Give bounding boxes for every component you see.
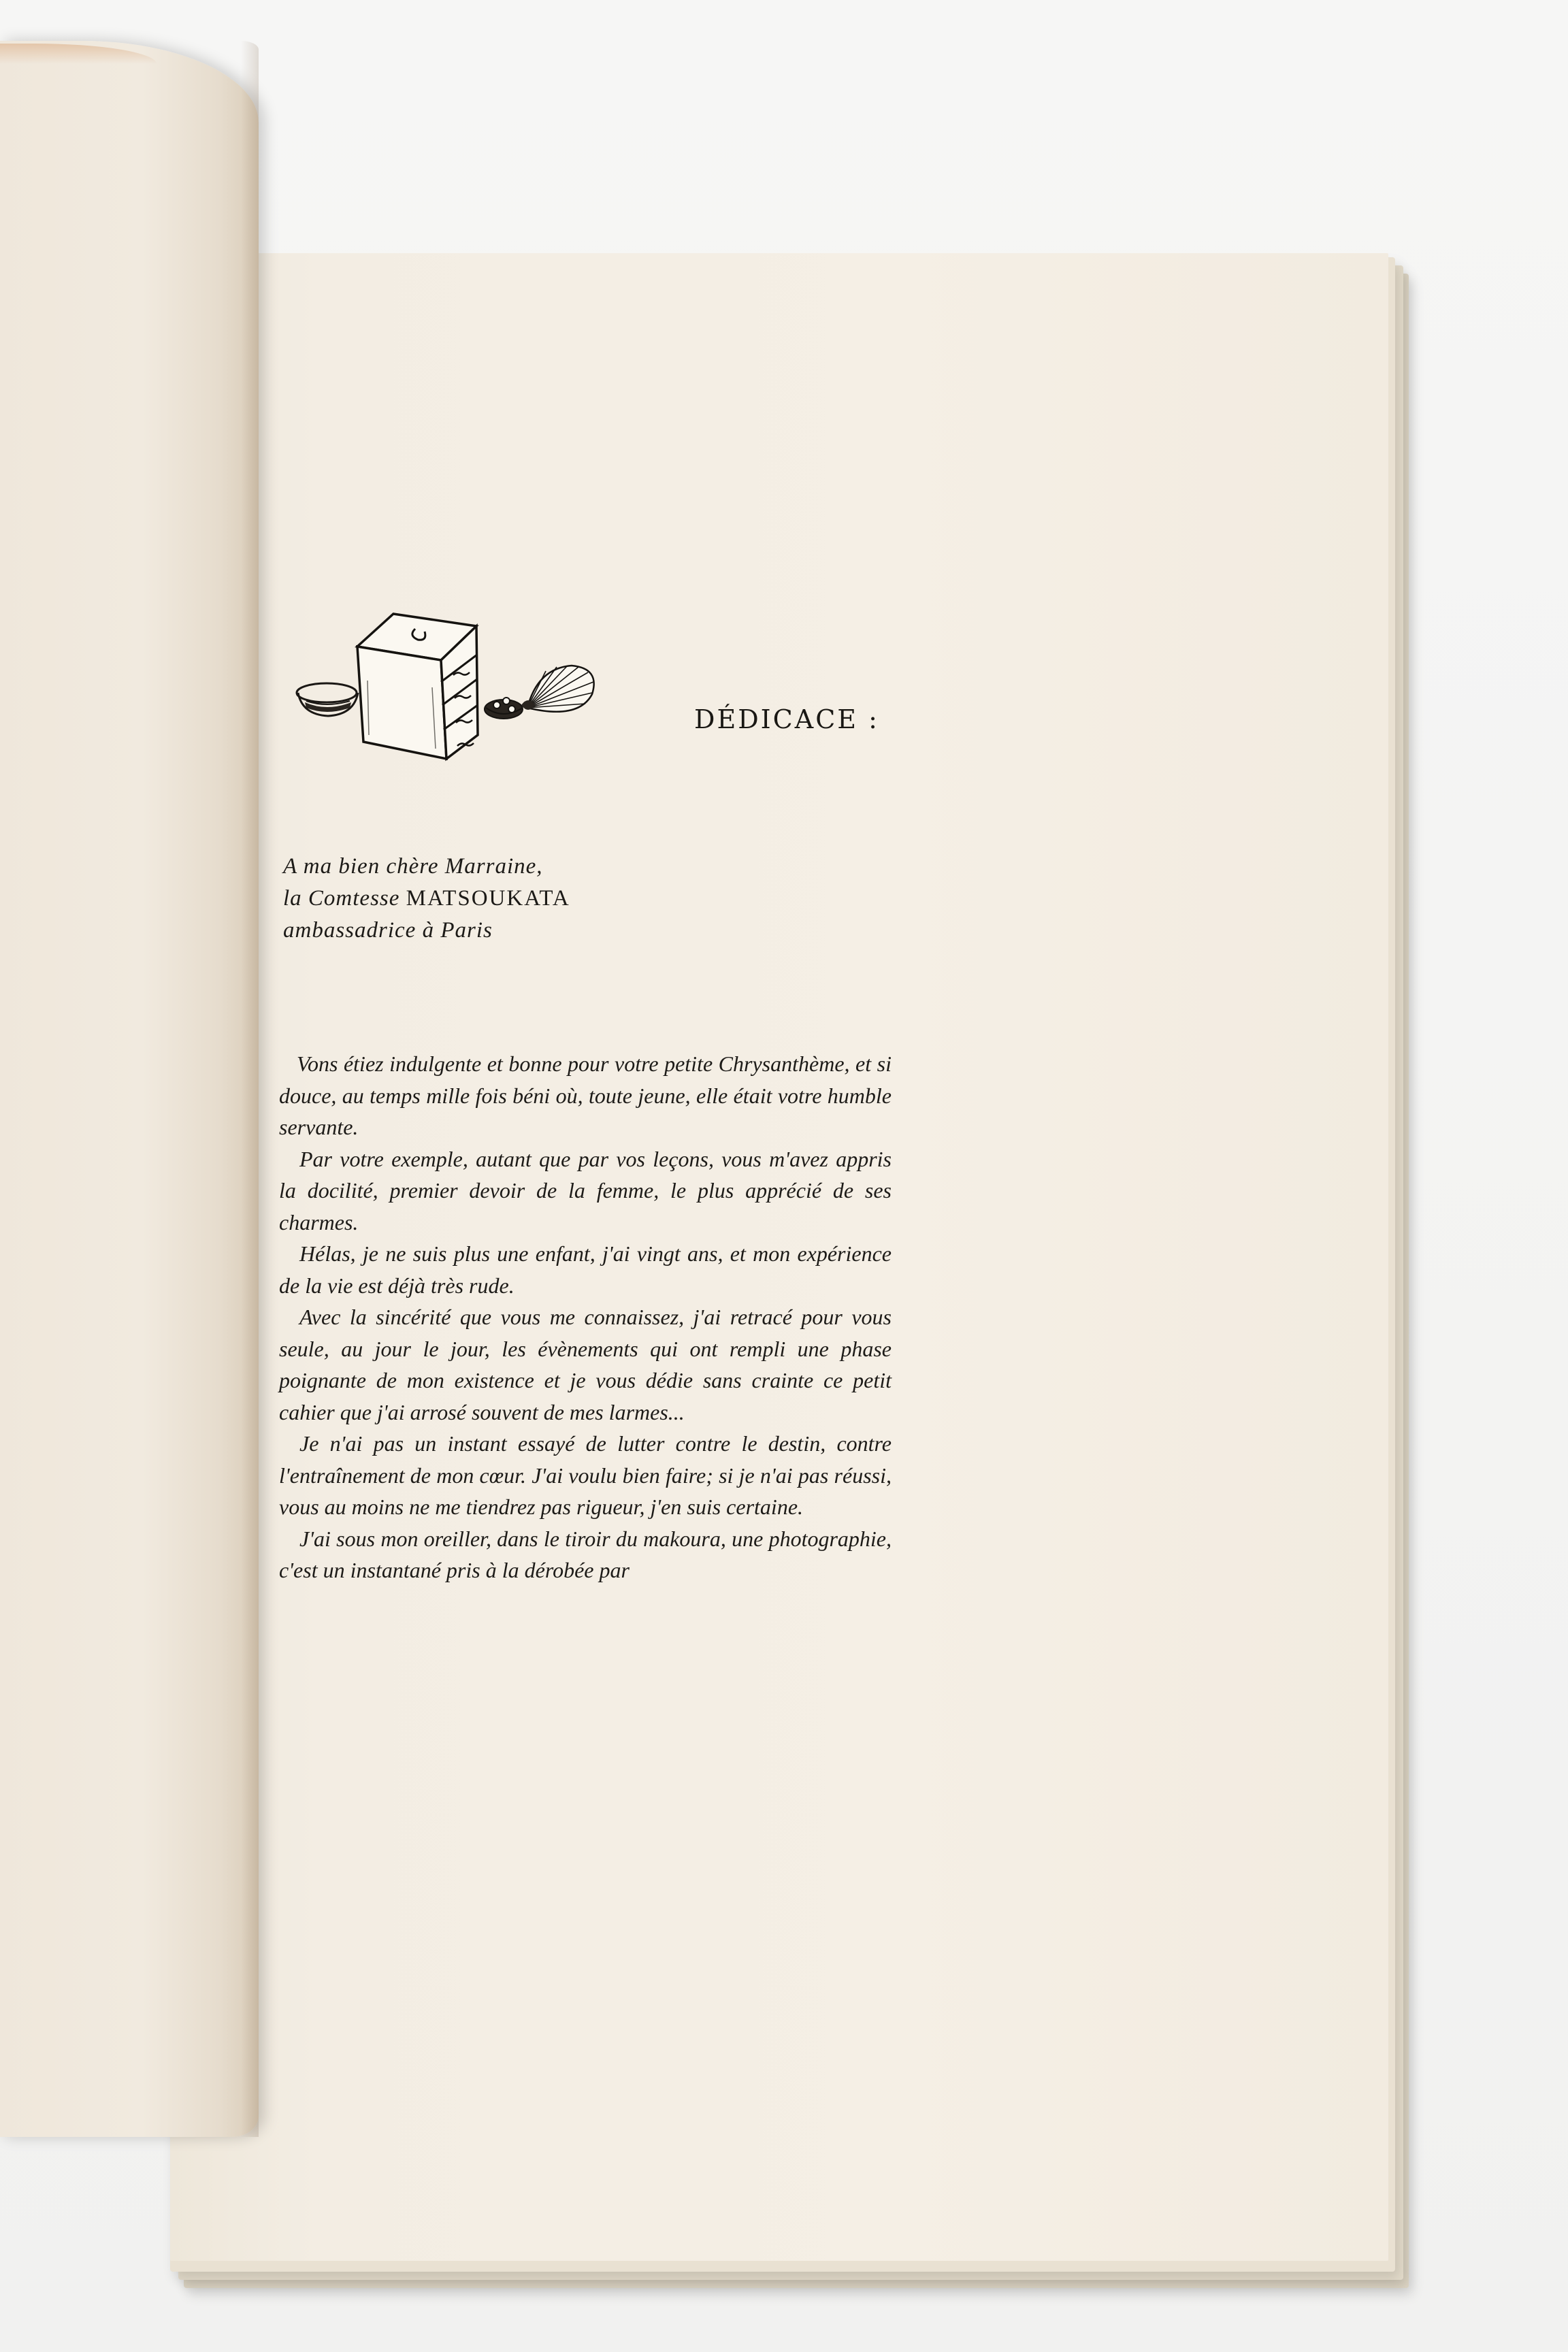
paragraph: Par votre exemple, autant que par vos leçons, vous m'avez appris la docilité, premier devoir de la femme, le plus apprécié de ses charmes.	[279, 1146, 892, 1235]
left-page	[0, 41, 259, 2137]
paragraph: Avec la sincérité que vous me connaissez, j'ai retracé pour vous seule, au jour le jour, les évènements qui ont rempli une phase poignante de mon existence et je vous dédie sans crainte ce petit cahier que j'ai arrosé souvent de mes larmes...	[279, 1305, 892, 1424]
address-line-1: A ma bien chère Marraine,	[283, 854, 543, 879]
dedication-page-content	[272, 585, 892, 1582]
paragraph: J'ai sous mon oreiller, dans le tiroir du makoura, une photographie, c'est un instantané pris à la dérobée par	[279, 1526, 892, 1582]
cabinet-illustration-icon	[293, 606, 612, 769]
paragraph: Je n'ai pas un instant essayé de lutter contre le destin, contre l'entraînement de mon cœur. J'ai voulu bien faire; si je n'ai pas réussi, vous au moins ne me tiendrez pas rigueur, j'en suis certaine.	[279, 1431, 892, 1519]
dedication-heading: DÉDICACE :	[694, 704, 879, 734]
paragraph: Vons étiez indulgente et bonne pour votre petite Chrysanthème, et si douce, au temps mille fois béni où, toute jeune, elle était votre humble servante.	[279, 1051, 892, 1139]
address-line-2	[283, 883, 570, 915]
address-line-2-prefix: la Comtesse	[283, 886, 406, 911]
header-row	[272, 585, 885, 755]
paragraph: Hélas, je ne suis plus une enfant, j'ai vingt ans, et mon expérience de la vie est déjà très rude.	[279, 1241, 892, 1298]
address-line-2-name: MATSOUKATA	[406, 886, 570, 911]
address-line-3: ambassadrice à Paris	[283, 918, 493, 943]
dedication-body	[279, 1048, 892, 1586]
dedication-address	[283, 851, 570, 947]
